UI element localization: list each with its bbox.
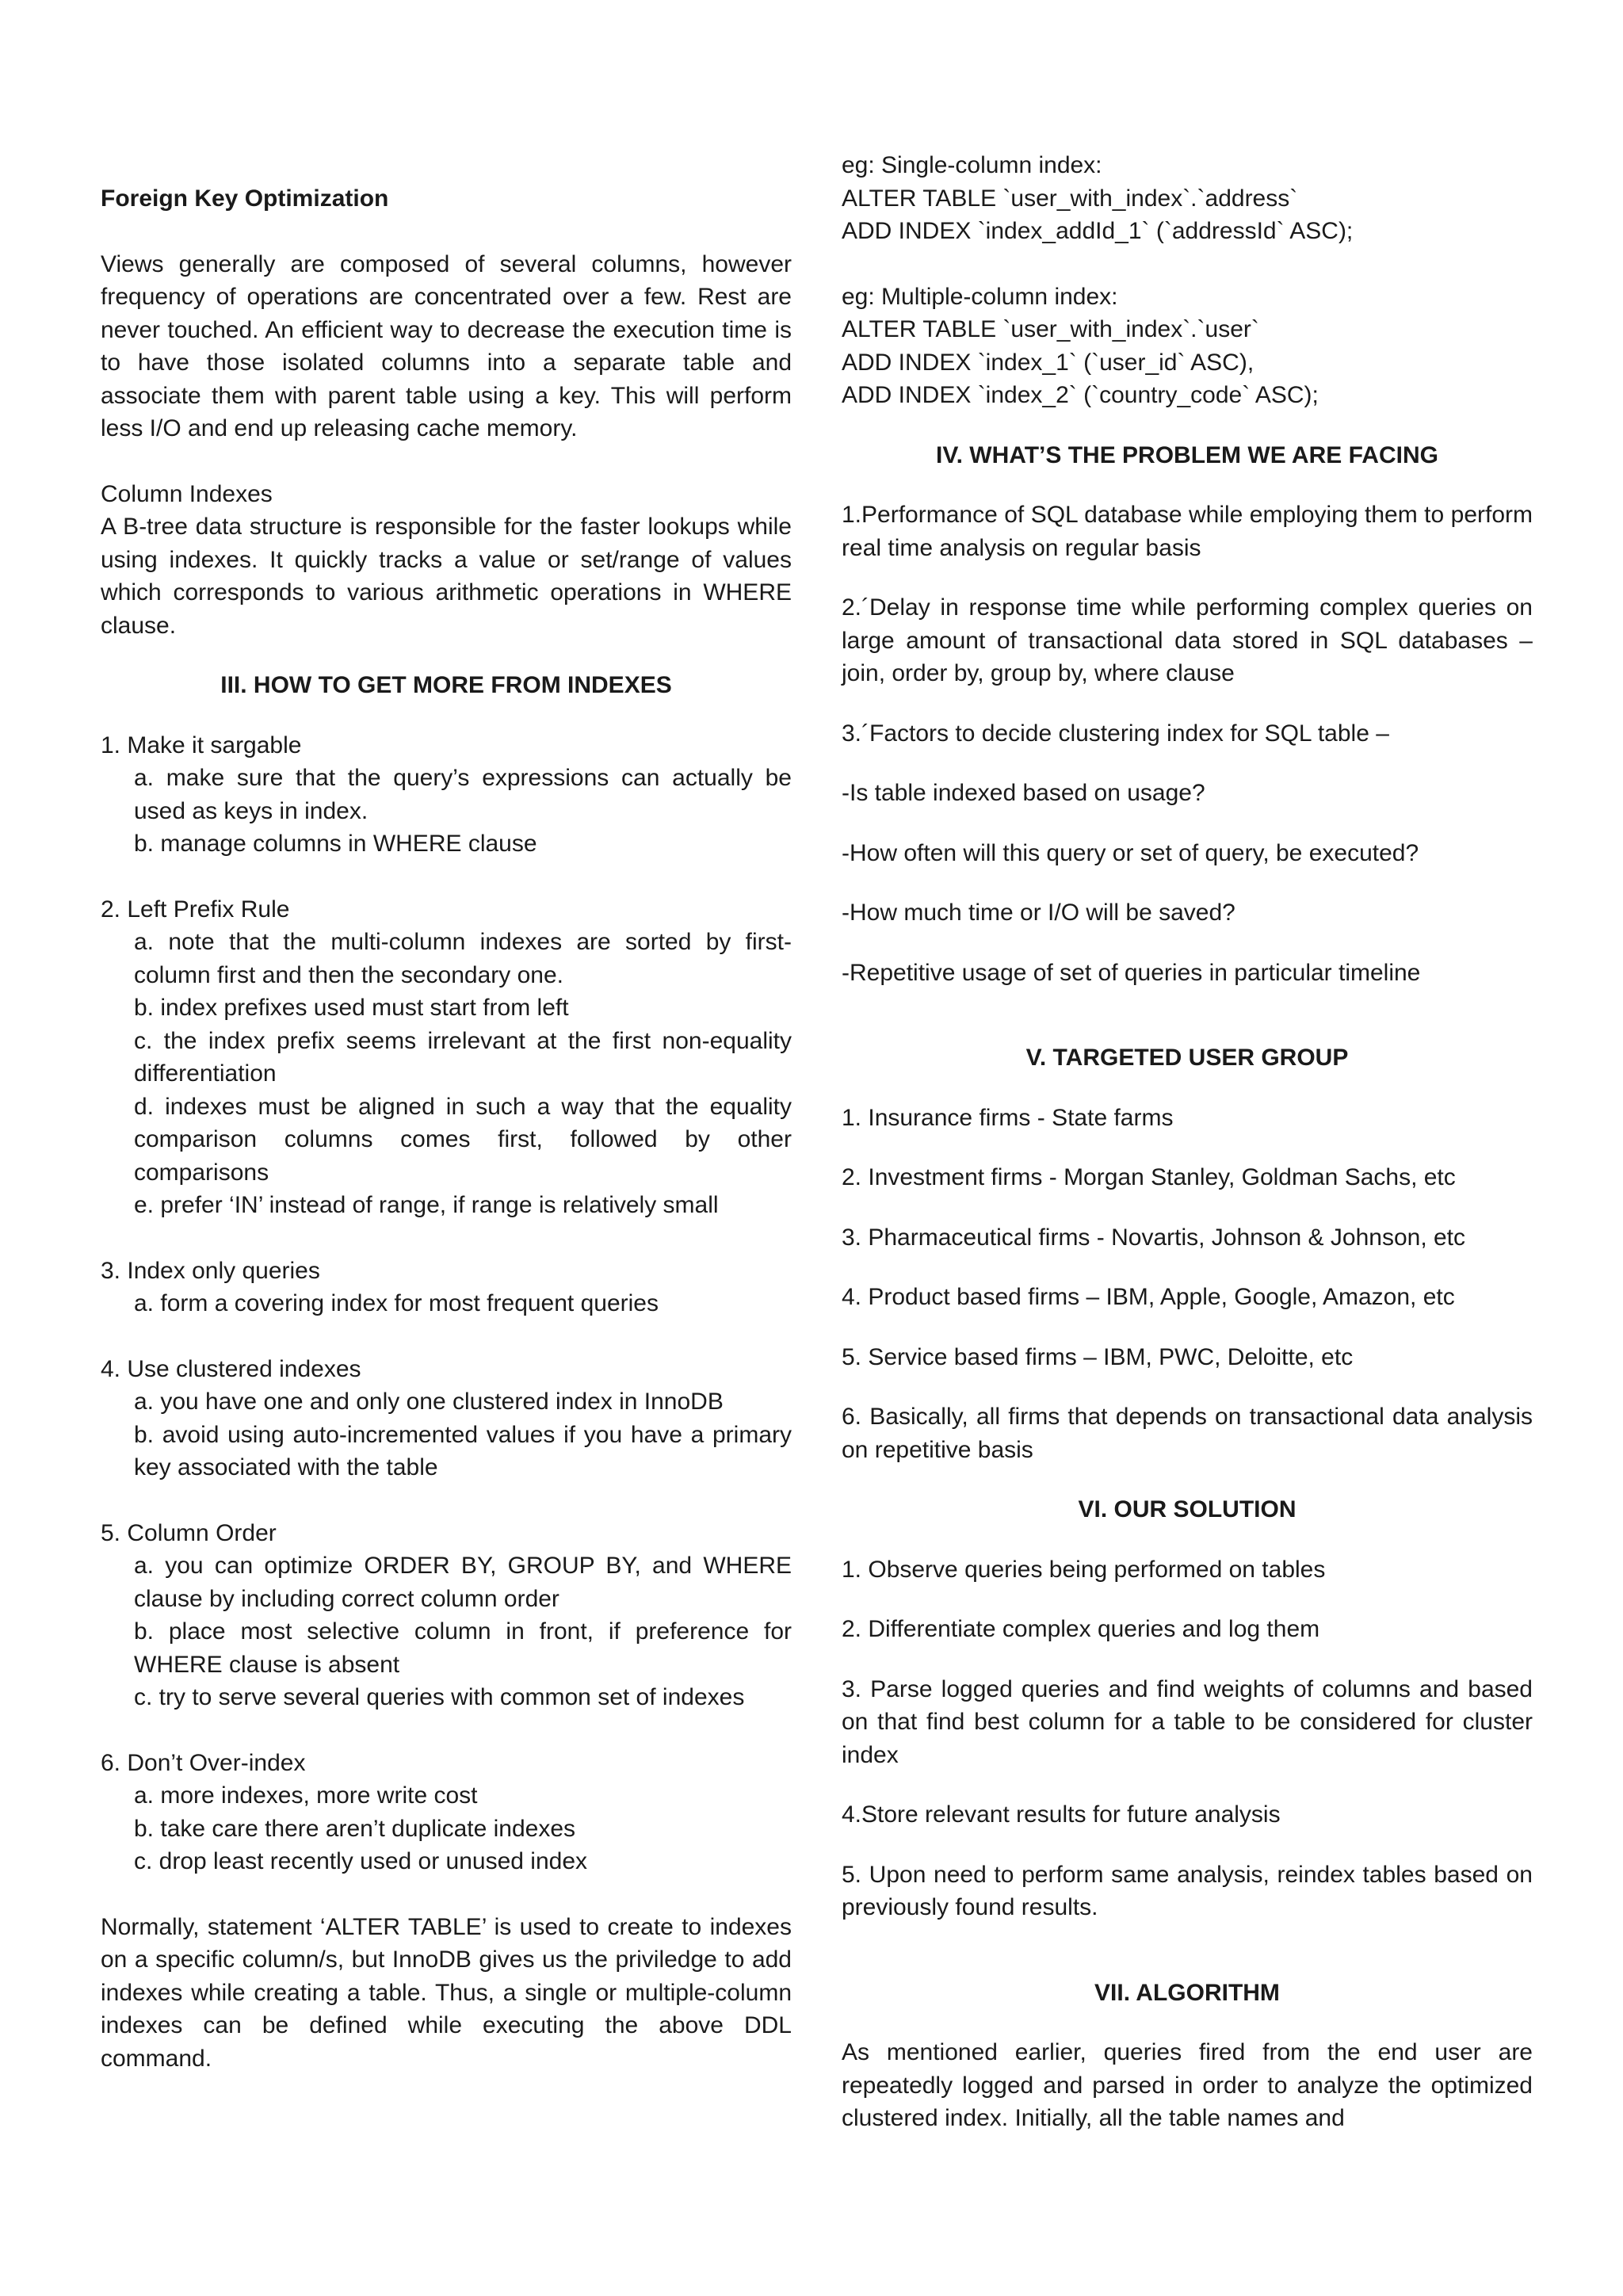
right-column	[842, 149, 1533, 2135]
list-item	[101, 1517, 792, 1714]
user-group-item: 6. Basically, all firms that depends on transactional data analysis on repetitive basis	[842, 1404, 1533, 1463]
ci-heading: Column Indexes	[101, 480, 273, 507]
item-title: 4. Use clustered indexes	[101, 1355, 361, 1382]
code-line: ADD INDEX `index_2` (`country_code` ASC);	[842, 382, 1319, 408]
item-sub: c. the index prefix seems irrelevant at the first non-equality differentiation	[134, 1027, 792, 1087]
problem-item: 3.´Factors to decide clustering index for SQL table –	[842, 720, 1389, 747]
item-sub: b. manage columns in WHERE clause	[134, 831, 537, 857]
list-item	[101, 729, 792, 861]
problem-item: 2.´Delay in response time while performing complex queries on large amount of transactional data stored in SQL databases – join, order by, group by, where clause	[842, 594, 1533, 686]
section-3-heading: III. HOW TO GET MORE FROM INDEXES	[220, 672, 672, 698]
fk-heading: Foreign Key Optimization	[101, 185, 389, 212]
item-sub: d. indexes must be aligned in such a way that the equality comparison columns comes first, followed by other comparisons	[134, 1093, 792, 1186]
item-sub: b. place most selective column in front, if preference for WHERE clause is absent	[134, 1618, 792, 1678]
item-sub: e. prefer ‘IN’ instead of range, if range is relatively small	[134, 1192, 719, 1218]
solution-item: 2. Differentiate complex queries and log them	[842, 1616, 1320, 1642]
item-sub: c. try to serve several queries with common set of indexes	[134, 1684, 745, 1710]
algorithm-paragraph: As mentioned earlier, queries fired from the end user are repeatedly logged and parsed in order to analyze the optimized clustered index. Initially, all the table names and	[842, 2039, 1533, 2131]
item-sub: a. make sure that the query’s expressions can actually be used as keys in index.	[134, 765, 792, 824]
code-line: eg: Multiple-column index:	[842, 283, 1118, 310]
item-sub: a. you can optimize ORDER BY, GROUP BY, and WHERE clause by including correct column order	[134, 1553, 792, 1612]
item-sub: a. note that the multi-column indexes are sorted by first-column first and then the secondary one.	[134, 929, 792, 988]
section-7-heading: VII. ALGORITHM	[1094, 1979, 1280, 2006]
solution-item: 1. Observe queries being performed on tables	[842, 1556, 1326, 1583]
user-group-item: 1. Insurance firms - State farms	[842, 1104, 1174, 1131]
code-line: ADD INDEX `index_1` (`user_id` ASC),	[842, 349, 1254, 376]
item-title: 2. Left Prefix Rule	[101, 896, 290, 923]
list-item	[101, 893, 792, 1222]
list-item	[101, 1255, 792, 1320]
item-sub: a. more indexes, more write cost	[134, 1782, 478, 1809]
problem-item: -Repetitive usage of set of queries in particular timeline	[842, 959, 1421, 986]
section-5-heading: V. TARGETED USER GROUP	[1025, 1045, 1349, 1071]
code-line: ALTER TABLE `user_with_index`.`address`	[842, 185, 1298, 212]
list-item	[101, 1747, 792, 1878]
problem-item: -How much time or I/O will be saved?	[842, 900, 1235, 926]
item-title: 3. Index only queries	[101, 1257, 320, 1284]
item-title: 1. Make it sargable	[101, 732, 302, 758]
item-sub: a. form a covering index for most frequent queries	[134, 1290, 659, 1316]
problem-item: -How often will this query or set of query, be executed?	[842, 839, 1419, 866]
ci-paragraph: A B-tree data structure is responsible for the faster lookups while using indexes. It quickly tracks a value or set/range of values which corresponds to various arithmetic operations in WHERE clause.	[101, 514, 792, 639]
user-group-item: 2. Investment firms - Morgan Stanley, Goldman Sachs, etc	[842, 1164, 1456, 1190]
item-title: 6. Don’t Over-index	[101, 1749, 306, 1776]
list-item	[101, 1353, 792, 1484]
solution-item: 3. Parse logged queries and find weights of columns and based on that find best column for a table to be considered for cluster index	[842, 1675, 1533, 1768]
problem-item: 1.Performance of SQL database while employing them to perform real time analysis on regular basis	[842, 502, 1533, 561]
solution-item: 4.Store relevant results for future analysis	[842, 1801, 1281, 1828]
section-6-heading: VI. OUR SOLUTION	[1078, 1496, 1296, 1522]
solution-item: 5. Upon need to perform same analysis, reindex tables based on previously found results.	[842, 1861, 1533, 1920]
user-group-item: 5. Service based firms – IBM, PWC, Deloitte, etc	[842, 1343, 1354, 1370]
item-sub: b. take care there aren’t duplicate indexes	[134, 1815, 576, 1842]
problem-item: -Is table indexed based on usage?	[842, 780, 1205, 806]
code-example-multiple	[842, 281, 1533, 412]
code-example-single	[842, 149, 1533, 248]
section-4-heading: IV. WHAT’S THE PROBLEM WE ARE FACING	[936, 441, 1438, 468]
item-sub: b. avoid using auto-incremented values if you have a primary key associated with the table	[134, 1421, 792, 1480]
code-line: ADD INDEX `index_addId_1` (`addressId` ASC);	[842, 218, 1354, 244]
user-group-item: 3. Pharmaceutical firms - Novartis, Johnson & Johnson, etc	[842, 1224, 1466, 1251]
fk-paragraph: Views generally are composed of several columns, however frequency of operations are concentrated over a few. Rest are never touched. An efficient way to decrease the execution time is to have those isolated columns into a separate table and associate them with parent table using a key. This will perform less I/O and end up releasing cache memory.	[101, 250, 792, 441]
item-sub: b. index prefixes used must start from left	[134, 995, 569, 1021]
item-sub: a. you have one and only one clustered index in InnoDB	[134, 1389, 724, 1415]
code-line: ALTER TABLE `user_with_index`.`user`	[842, 316, 1259, 342]
code-line: eg: Single-column index:	[842, 152, 1102, 178]
user-group-item: 4. Product based firms – IBM, Apple, Google, Amazon, etc	[842, 1284, 1455, 1310]
closing-paragraph: Normally, statement ‘ALTER TABLE’ is used to create to indexes on a specific column/s, but InnoDB gives us the priviledge to add indexes while creating a table. Thus, a single or multiple-column indexes can be defined while executing the above DDL command.	[101, 1913, 792, 2072]
item-sub: c. drop least recently used or unused index	[134, 1848, 588, 1874]
item-title: 5. Column Order	[101, 1519, 277, 1546]
left-column	[101, 182, 792, 2075]
